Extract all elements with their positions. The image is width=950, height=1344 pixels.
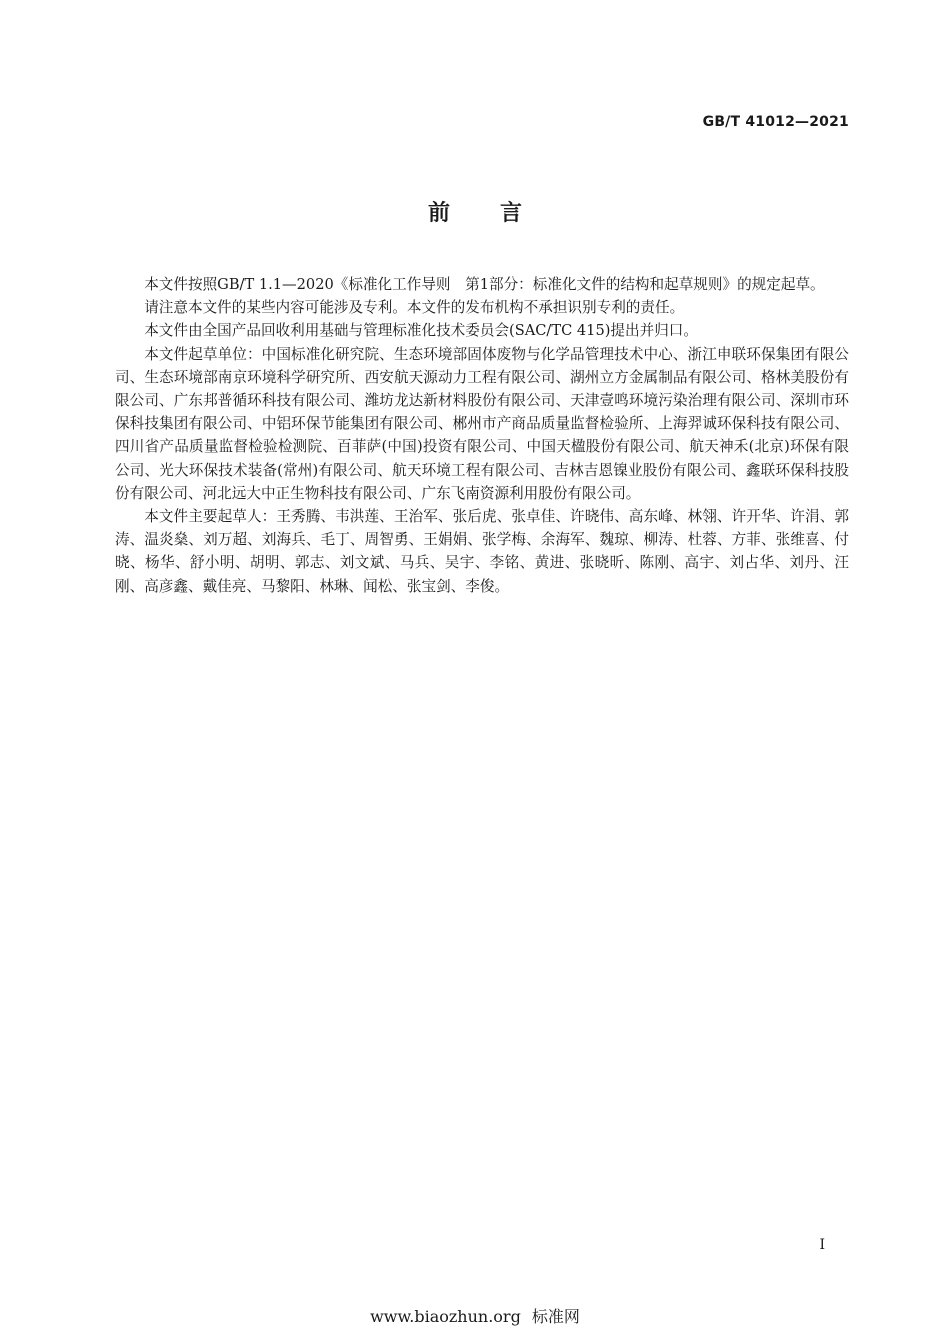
paragraph-drafting-rules: 本文件按照GB/T 1.1—2020《标准化工作导则 第1部分：标准化文件的结构和起草规则》的规定起草。: [144, 276, 825, 293]
footer: [0, 1304, 950, 1327]
standard-code: GB/T 41012—2021: [702, 114, 849, 130]
document-body: [115, 273, 849, 598]
page-title: 前言: [427, 201, 572, 226]
footer-url[interactable]: www.biaozhun.org: [370, 1307, 521, 1326]
paragraph-proposer: 本文件由全国产品回收利用基础与管理标准化技术委员会(SAC/TC 415)提出并归口。: [144, 322, 698, 340]
footer-site-name: 标准网: [531, 1307, 580, 1326]
paragraph-patent-notice: 请注意本文件的某些内容可能涉及专利。本文件的发布机构不承担识别专利的责任。: [144, 299, 685, 317]
paragraph-drafters: 本文件主要起草人：王秀腾、韦洪莲、王治军、张后虎、张卓佳、许晓伟、高东峰、林翎、许开华、许涓、郭涛、温炎燊、刘万超、刘海兵、毛丁、周智勇、王娟娟、张学梅、余海军、魏琼、柳涛、杜蓉、方菲、张维喜、付晓、杨华、舒小明、胡明、郭志、刘文斌、马兵、吴宇、李铭、黄进、张晓昕、陈刚、高宇、刘占华、刘丹、汪刚、高彦鑫、戴佳亮、马黎阳、林琳、闻松、张宝剑、李俊。: [115, 508, 849, 595]
page-number: I: [819, 1237, 825, 1253]
paragraph-drafting-units: 本文件起草单位：中国标准化研究院、生态环境部固体废物与化学品管理技术中心、浙江申联环保集团有限公司、生态环境部南京环境科学研究所、西安航天源动力工程有限公司、湖州立方金属制品有限公司、格林美股份有限公司、广东邦普循环科技有限公司、潍坊龙达新材料股份有限公司、天津壹鸣环境污染治理有限公司、深圳市环保科技集团有限公司、中铝环保节能集团有限公司、郴州市产商品质量监督检验所、上海羿诚环保科技有限公司、四川省产品质量监督检验检测院、百菲萨(中国)投资有限公司、中国天楹股份有限公司、航天神禾(北京)环保有限公司、光大环保技术装备(常州)有限公司、航天环境工程有限公司、吉林吉恩镍业股份有限公司、鑫联环保科技股份有限公司、河北远大中正生物科技有限公司、广东飞南资源利用股份有限公司。: [115, 345, 849, 502]
